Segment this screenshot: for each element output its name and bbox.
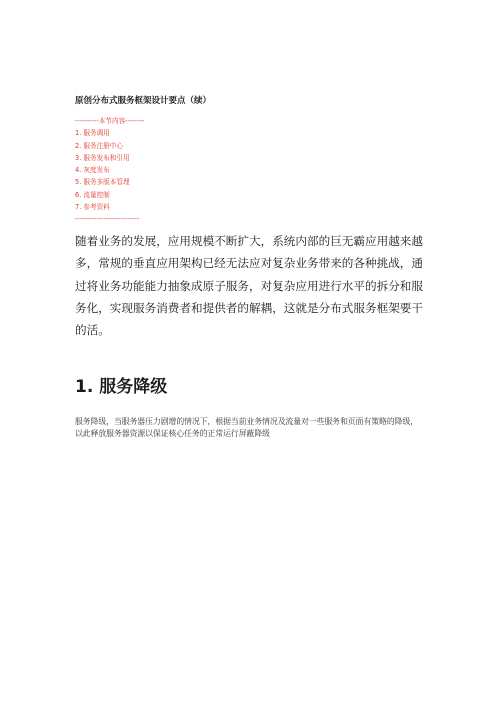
toc-item[interactable]: 5. 服务多版本管理 <box>75 178 130 187</box>
toc-item[interactable]: 6. 流量控制 <box>75 190 110 199</box>
toc-item[interactable]: 3. 服务发布和引用 <box>75 153 130 162</box>
table-of-contents <box>75 115 144 226</box>
toc-item[interactable]: 7. 参考资料 <box>75 203 110 212</box>
document-title: 原创分布式服务框架设计要点（续） <box>75 96 212 106</box>
toc-item[interactable]: 1. 服务调用 <box>75 129 110 138</box>
toc-item[interactable]: 2. 服务注册中心 <box>75 141 123 150</box>
toc-item[interactable]: 4. 灰度发布 <box>75 166 110 175</box>
section-text: 服务降级，当服务器压力剧增的情况下，根据当前业务情况及流量对一些服务和页面有策略的降级，以此释放服务器资源以保证核心任务的正常运行屏蔽降级 <box>75 417 419 439</box>
section-heading: 1. 服务降级 <box>75 377 168 397</box>
toc-footer: --------------------------- <box>75 215 140 224</box>
toc-header: ----------本节内容-------- <box>75 117 145 125</box>
intro-paragraph: 随着业务的发展，应用规模不断扩大，系统内部的巨无霸应用越来越多，常规的垂直应用架构已经无法应对复杂业务带来的各种挑战，通过将业务功能能力抽象成原子服务，对复杂应用进行水平的拆分和服务化，实现服务消费者和提供者的解耦，这就是分布式服务框架要干的活。 <box>75 234 423 338</box>
